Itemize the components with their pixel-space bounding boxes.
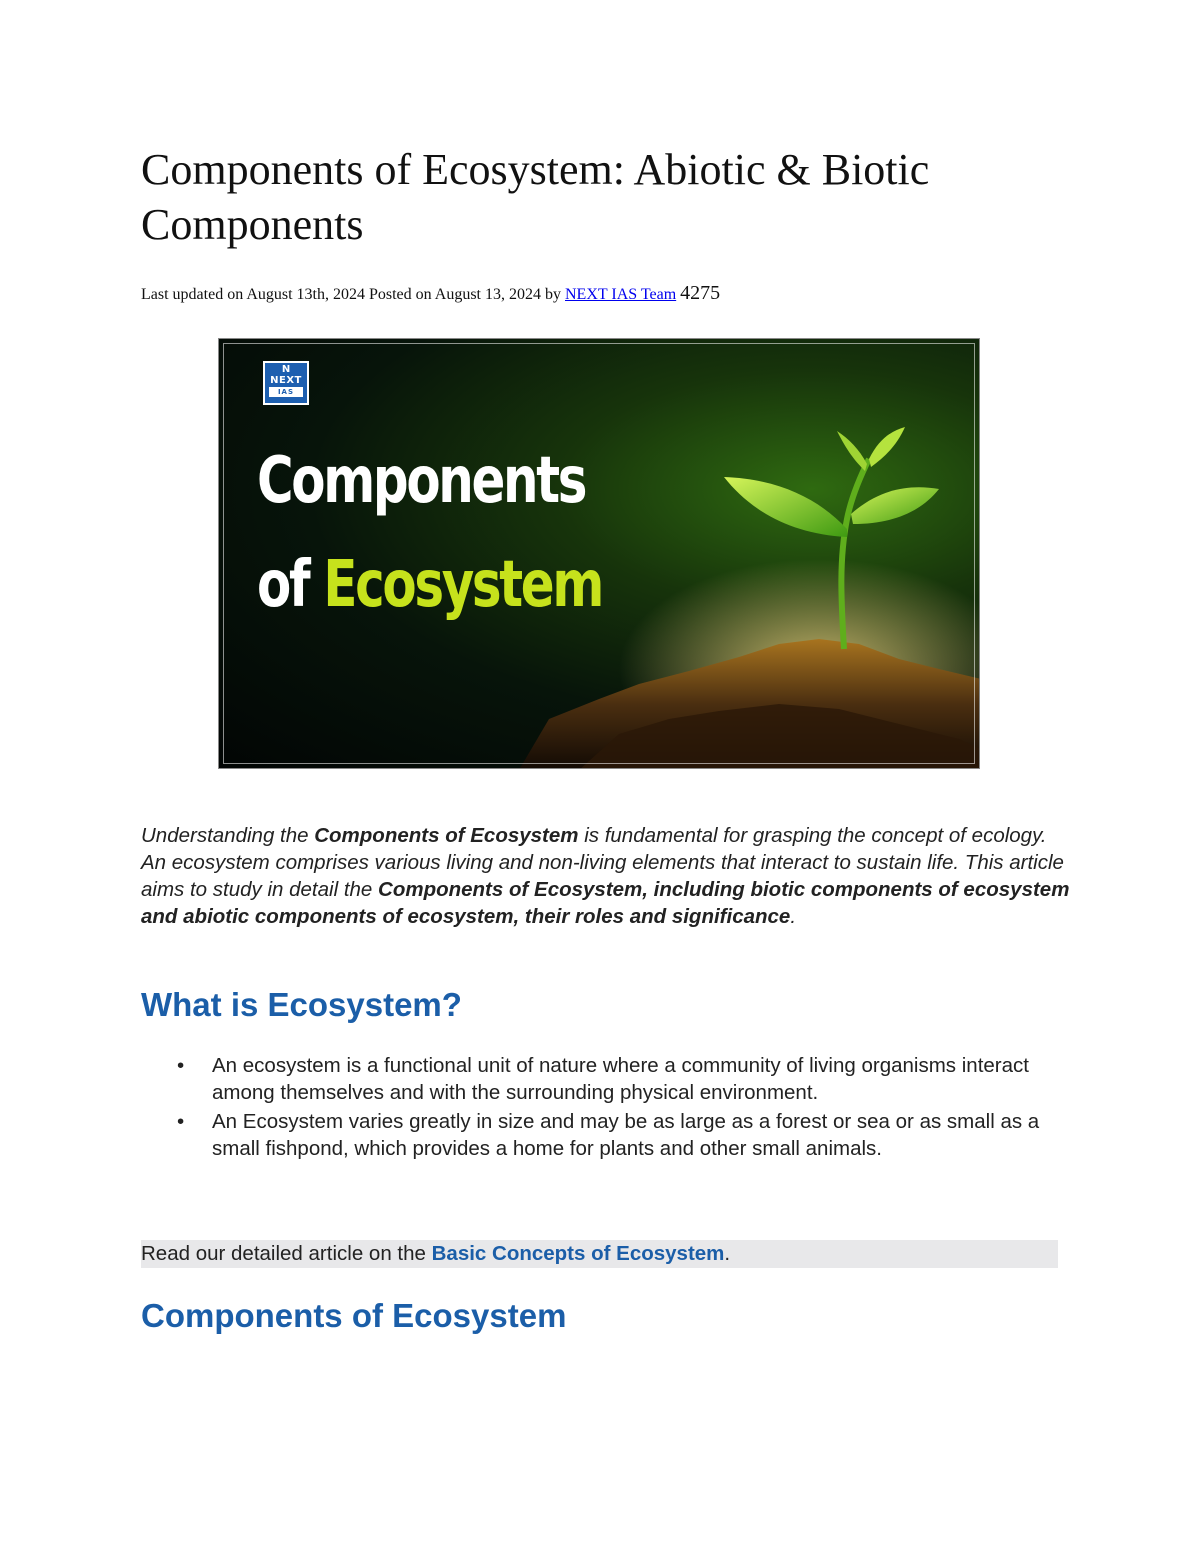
intro-paragraph xyxy=(141,822,1071,930)
intro-text-3: . xyxy=(790,905,797,928)
section-heading-components-of-ecosystem: Components of Ecosystem xyxy=(141,1297,567,1334)
list-item xyxy=(141,1052,1071,1106)
basic-concepts-link[interactable]: Basic Concepts of Ecosystem xyxy=(431,1242,725,1265)
logo-mark: N xyxy=(281,364,291,375)
list-item-text: An Ecosystem varies greatly in size and may be as large as a forest or sea or as small as a small fishpond, which provides a home for plants and other small animals. xyxy=(212,1110,1040,1160)
intro-bold-2: Components of Ecosystem, including biotic components of ecosystem and abiotic components of ecosystem, their roles and significance xyxy=(141,878,1070,928)
hero-title-accent: Ecosystem xyxy=(323,548,603,622)
read-more-callout xyxy=(141,1240,1058,1268)
intro-text-1: Understanding the xyxy=(141,824,315,847)
intro-text-2: is fundamental for grasping the concept of ecology. An ecosystem comprises various living and non-living elements that interact to sustain life. This article aims to study in detail the xyxy=(141,824,1064,901)
article-meta xyxy=(141,282,720,306)
read-more-suffix: . xyxy=(724,1242,731,1265)
hero-title-prefix: of xyxy=(257,548,324,622)
hero-image xyxy=(218,338,980,769)
list-item xyxy=(141,1108,1071,1162)
updated-text: Last updated on August 13th, 2024 Posted on August 13, 2024 by xyxy=(141,286,565,303)
bullet-icon: • xyxy=(177,1054,185,1077)
section-heading-what-is-ecosystem: What is Ecosystem? xyxy=(141,986,462,1023)
view-count: 4275 xyxy=(680,282,721,304)
next-ias-logo xyxy=(263,361,309,405)
list-item-text: An ecosystem is a functional unit of nature where a community of living organisms interact among themselves and with the surrounding physical environment. xyxy=(212,1054,1029,1104)
hero-title-line1: Components xyxy=(257,444,586,518)
ecosystem-bullet-list xyxy=(141,1052,1071,1164)
author-link[interactable]: NEXT IAS Team xyxy=(565,286,677,303)
hero-title-line2 xyxy=(257,545,602,625)
bullet-icon: • xyxy=(177,1110,185,1133)
intro-bold-1: Components of Ecosystem xyxy=(314,824,579,847)
logo-ias: IAS xyxy=(269,387,303,397)
read-more-prefix: Read our detailed article on the xyxy=(141,1242,432,1265)
logo-next: NEXT xyxy=(270,375,302,386)
article-title: Components of Ecosystem: Abiotic & Biotic Components xyxy=(141,145,930,249)
